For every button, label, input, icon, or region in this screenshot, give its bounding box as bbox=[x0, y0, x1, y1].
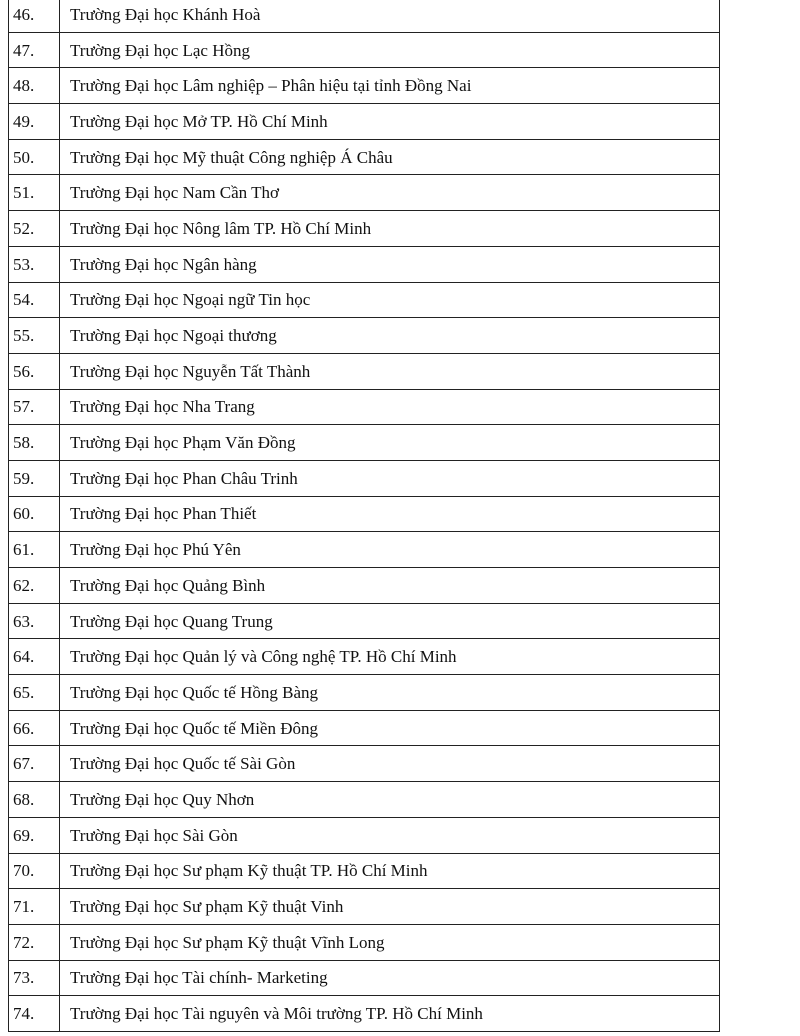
row-number: 57. bbox=[9, 389, 60, 425]
table-row bbox=[9, 175, 720, 211]
university-name: Trường Đại học Quy Nhơn bbox=[60, 782, 720, 818]
university-name: Trường Đại học Mỹ thuật Công nghiệp Á Châu bbox=[60, 139, 720, 175]
table-row bbox=[9, 639, 720, 675]
row-number: 47. bbox=[9, 32, 60, 68]
university-name: Trường Đại học Nông lâm TP. Hồ Chí Minh bbox=[60, 211, 720, 247]
university-name: Trường Đại học Lâm nghiệp – Phân hiệu tại tỉnh Đồng Nai bbox=[60, 68, 720, 104]
university-name: Trường Đại học Nam Cần Thơ bbox=[60, 175, 720, 211]
row-number: 49. bbox=[9, 104, 60, 140]
table-row bbox=[9, 746, 720, 782]
table-row bbox=[9, 0, 720, 32]
table-row bbox=[9, 353, 720, 389]
university-name: Trường Đại học Phú Yên bbox=[60, 532, 720, 568]
table-row bbox=[9, 996, 720, 1032]
table-row bbox=[9, 139, 720, 175]
table-row bbox=[9, 425, 720, 461]
university-name: Trường Đại học Nguyễn Tất Thành bbox=[60, 353, 720, 389]
table-row bbox=[9, 568, 720, 604]
row-number: 64. bbox=[9, 639, 60, 675]
university-name: Trường Đại học Quốc tế Miền Đông bbox=[60, 710, 720, 746]
table-row bbox=[9, 960, 720, 996]
row-number: 65. bbox=[9, 675, 60, 711]
table-row bbox=[9, 924, 720, 960]
row-number: 58. bbox=[9, 425, 60, 461]
university-name: Trường Đại học Quản lý và Công nghệ TP. Hồ Chí Minh bbox=[60, 639, 720, 675]
university-name: Trường Đại học Phan Thiết bbox=[60, 496, 720, 532]
table-row bbox=[9, 211, 720, 247]
row-number: 50. bbox=[9, 139, 60, 175]
row-number: 73. bbox=[9, 960, 60, 996]
row-number: 55. bbox=[9, 318, 60, 354]
table-row bbox=[9, 318, 720, 354]
row-number: 74. bbox=[9, 996, 60, 1032]
university-name: Trường Đại học Lạc Hồng bbox=[60, 32, 720, 68]
table-row bbox=[9, 496, 720, 532]
university-list-table bbox=[8, 0, 720, 1032]
university-name: Trường Đại học Sư phạm Kỹ thuật TP. Hồ Chí Minh bbox=[60, 853, 720, 889]
table-body bbox=[9, 0, 720, 1031]
university-name: Trường Đại học Tài nguyên và Môi trường TP. Hồ Chí Minh bbox=[60, 996, 720, 1032]
university-name: Trường Đại học Nha Trang bbox=[60, 389, 720, 425]
university-name: Trường Đại học Ngân hàng bbox=[60, 246, 720, 282]
row-number: 53. bbox=[9, 246, 60, 282]
table-row bbox=[9, 853, 720, 889]
university-name: Trường Đại học Sư phạm Kỹ thuật Vĩnh Long bbox=[60, 924, 720, 960]
university-name: Trường Đại học Mở TP. Hồ Chí Minh bbox=[60, 104, 720, 140]
row-number: 62. bbox=[9, 568, 60, 604]
table-row bbox=[9, 782, 720, 818]
row-number: 68. bbox=[9, 782, 60, 818]
row-number: 54. bbox=[9, 282, 60, 318]
table-row bbox=[9, 532, 720, 568]
row-number: 52. bbox=[9, 211, 60, 247]
table-row bbox=[9, 104, 720, 140]
table-row bbox=[9, 675, 720, 711]
row-number: 66. bbox=[9, 710, 60, 746]
university-name: Trường Đại học Quốc tế Sài Gòn bbox=[60, 746, 720, 782]
row-number: 46. bbox=[9, 0, 60, 32]
row-number: 61. bbox=[9, 532, 60, 568]
table-row bbox=[9, 32, 720, 68]
university-name: Trường Đại học Quang Trung bbox=[60, 603, 720, 639]
table-row bbox=[9, 246, 720, 282]
university-name: Trường Đại học Sài Gòn bbox=[60, 817, 720, 853]
row-number: 56. bbox=[9, 353, 60, 389]
table-row bbox=[9, 889, 720, 925]
row-number: 48. bbox=[9, 68, 60, 104]
row-number: 70. bbox=[9, 853, 60, 889]
row-number: 60. bbox=[9, 496, 60, 532]
university-name: Trường Đại học Phan Châu Trinh bbox=[60, 460, 720, 496]
row-number: 71. bbox=[9, 889, 60, 925]
row-number: 69. bbox=[9, 817, 60, 853]
table-row bbox=[9, 710, 720, 746]
university-name: Trường Đại học Ngoại ngữ Tin học bbox=[60, 282, 720, 318]
table-row bbox=[9, 603, 720, 639]
row-number: 63. bbox=[9, 603, 60, 639]
university-name: Trường Đại học Ngoại thương bbox=[60, 318, 720, 354]
university-name: Trường Đại học Tài chính- Marketing bbox=[60, 960, 720, 996]
row-number: 67. bbox=[9, 746, 60, 782]
row-number: 59. bbox=[9, 460, 60, 496]
university-name: Trường Đại học Quảng Bình bbox=[60, 568, 720, 604]
university-name: Trường Đại học Quốc tế Hồng Bàng bbox=[60, 675, 720, 711]
table-row bbox=[9, 389, 720, 425]
row-number: 72. bbox=[9, 924, 60, 960]
university-name: Trường Đại học Khánh Hoà bbox=[60, 0, 720, 32]
table-row bbox=[9, 68, 720, 104]
university-name: Trường Đại học Sư phạm Kỹ thuật Vinh bbox=[60, 889, 720, 925]
table-row bbox=[9, 817, 720, 853]
table-row bbox=[9, 460, 720, 496]
row-number: 51. bbox=[9, 175, 60, 211]
university-name: Trường Đại học Phạm Văn Đồng bbox=[60, 425, 720, 461]
table-row bbox=[9, 282, 720, 318]
